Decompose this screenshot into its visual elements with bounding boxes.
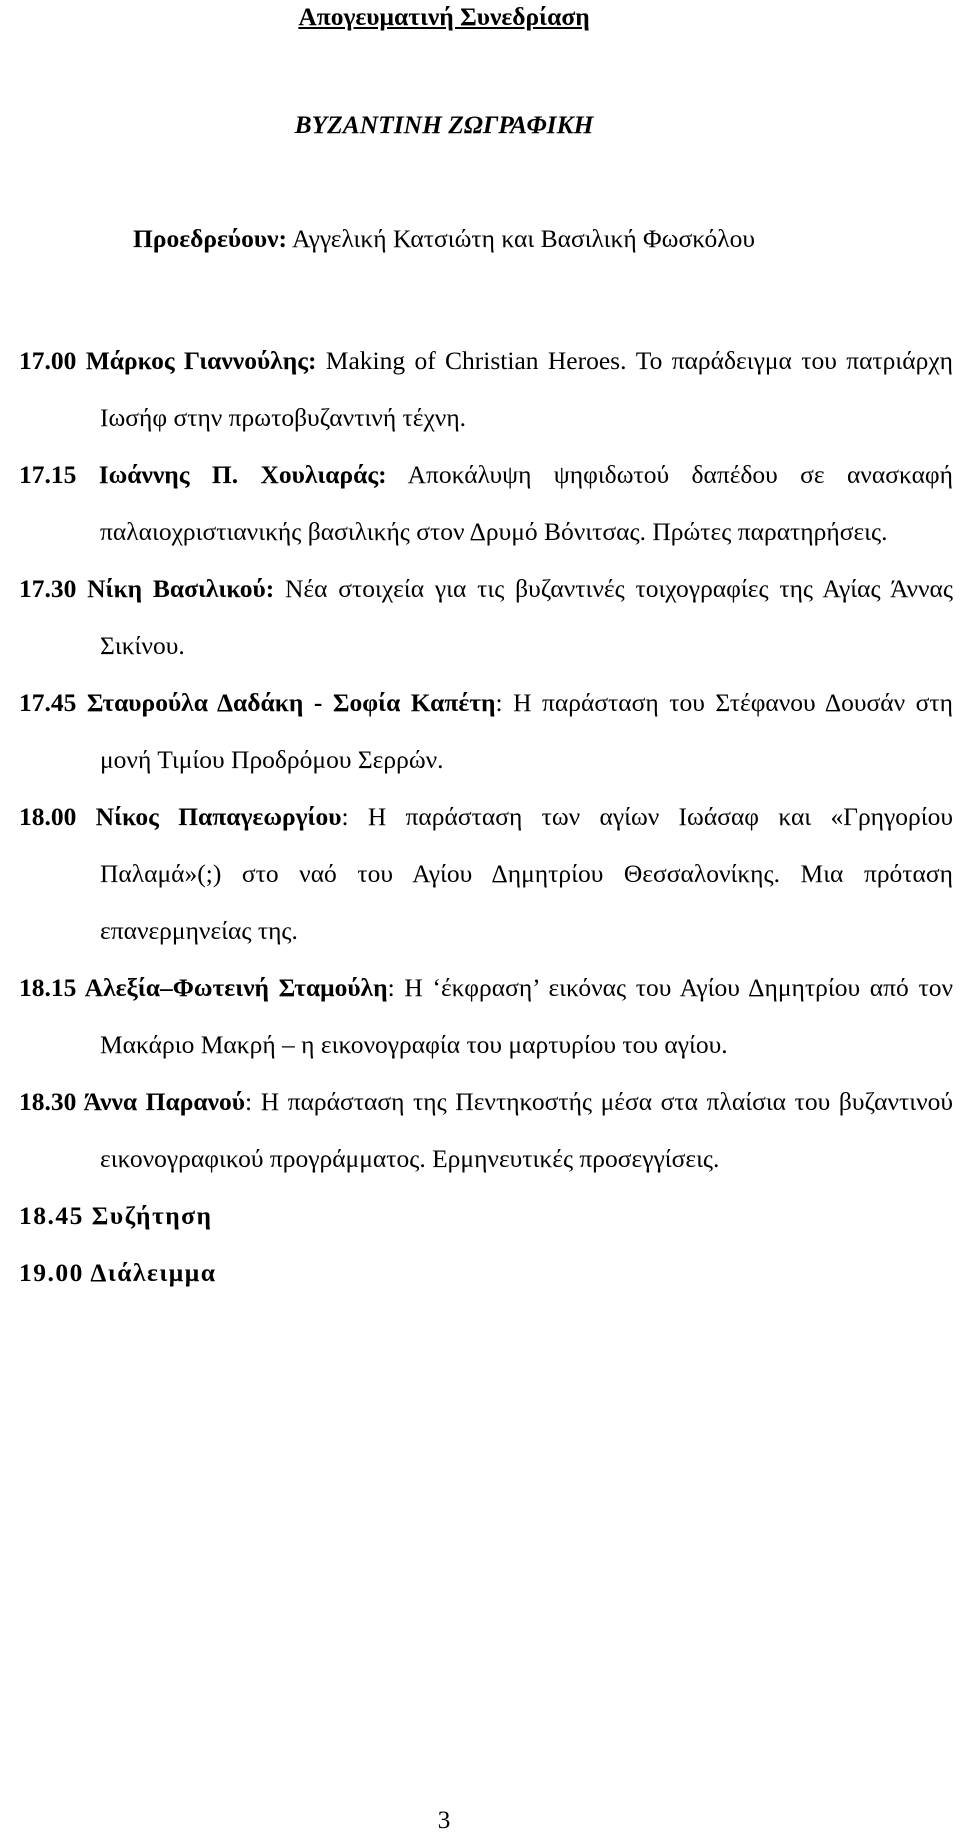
program-entry-1845 — [19, 1187, 953, 1244]
page-number: 3 — [437, 1805, 451, 1834]
entry-speaker: Συζήτηση — [83, 1201, 213, 1230]
program-entry-1800 — [19, 788, 953, 959]
entry-speaker: Νίκος Παπαγεωργίου — [76, 802, 342, 831]
session-title: Απογευματινή Συνεδρίαση — [298, 2, 590, 31]
entry-time: 18.45 — [19, 1201, 84, 1230]
entry-title: : Η παράσταση του Στέφανου Δουσάν στη μονή Τιμίου Προδρόμου Σερρών. — [100, 688, 954, 774]
entry-speaker: Νίκη Βασιλικού: — [76, 574, 275, 603]
entry-title: : Η παράσταση των αγίων Ιωάσαφ και «Γρηγορίου Παλαμά»(;) στο ναό του Αγίου Δημητρίου Θεσσαλονίκης. Μια πρόταση επανερμηνείας της. — [100, 802, 953, 945]
program-entry-1900 — [19, 1244, 953, 1301]
program-entry-1715 — [19, 446, 953, 560]
entry-time: 19.00 — [19, 1258, 84, 1287]
entry-title: : Η ‘έκφραση’ εικόνας του Αγίου Δημητρίου από τον Μακάριο Μακρή – η εικονογραφία του μαρτυρίου του αγίου. — [100, 973, 953, 1059]
entry-time: 18.15 — [19, 973, 77, 1002]
entry-title: Making of Christian Heroes. Το παράδειγμα του πατριάρχη Ιωσήφ στην πρωτοβυζαντινή τέχνη. — [100, 346, 953, 432]
chairs-label: Προεδρεύουν: — [133, 224, 288, 253]
entry-title: Αποκάλυψη ψηφιδωτού δαπέδου σε ανασκαφή παλαιοχριστιανικής βασιλικής στον Δρυμό Βόνιτσας. Πρώτες παρατηρήσεις. — [100, 460, 953, 546]
chairs-line — [0, 222, 924, 256]
program-entry-1745 — [19, 674, 953, 788]
program-entry-1700 — [19, 332, 953, 446]
program-entry-1815 — [19, 959, 953, 1073]
program-entry-1830 — [19, 1073, 953, 1187]
entry-time: 17.45 — [19, 688, 77, 717]
entry-time: 17.30 — [19, 574, 77, 603]
entry-time: 18.00 — [19, 802, 77, 831]
entry-speaker: Άννα Παρανού — [76, 1087, 246, 1116]
entry-speaker: Διάλειμμα — [83, 1258, 217, 1287]
entry-speaker: Σταυρούλα Δαδάκη - Σοφία Καπέτη — [76, 688, 496, 717]
entry-speaker: Μάρκος Γιαννούλης: — [76, 346, 317, 375]
entry-time: 18.30 — [19, 1087, 77, 1116]
program-list — [19, 332, 953, 1301]
entry-time: 17.00 — [19, 346, 77, 375]
program-entry-1730 — [19, 560, 953, 674]
entry-speaker: Αλεξία–Φωτεινή Σταμούλη — [76, 973, 388, 1002]
entry-speaker: Ιωάννης Π. Χουλιαράς: — [76, 460, 387, 489]
chairs-names: Αγγελική Κατσιώτη και Βασιλική Φωσκόλου — [287, 224, 755, 253]
entry-title: Νέα στοιχεία για τις βυζαντινές τοιχογραφίες της Αγίας Άννας Σικίνου. — [100, 574, 954, 660]
entry-title: : Η παράσταση της Πεντηκοστής μέσα στα πλαίσια του βυζαντινού εικονογραφικού προγράμματος. Ερμηνευτικές προσεγγίσεις. — [100, 1087, 953, 1173]
topic-title: ΒΥΖΑΝΤΙΝΗ ΖΩΓΡΑΦΙΚΗ — [294, 110, 594, 139]
entry-time: 17.15 — [19, 460, 77, 489]
